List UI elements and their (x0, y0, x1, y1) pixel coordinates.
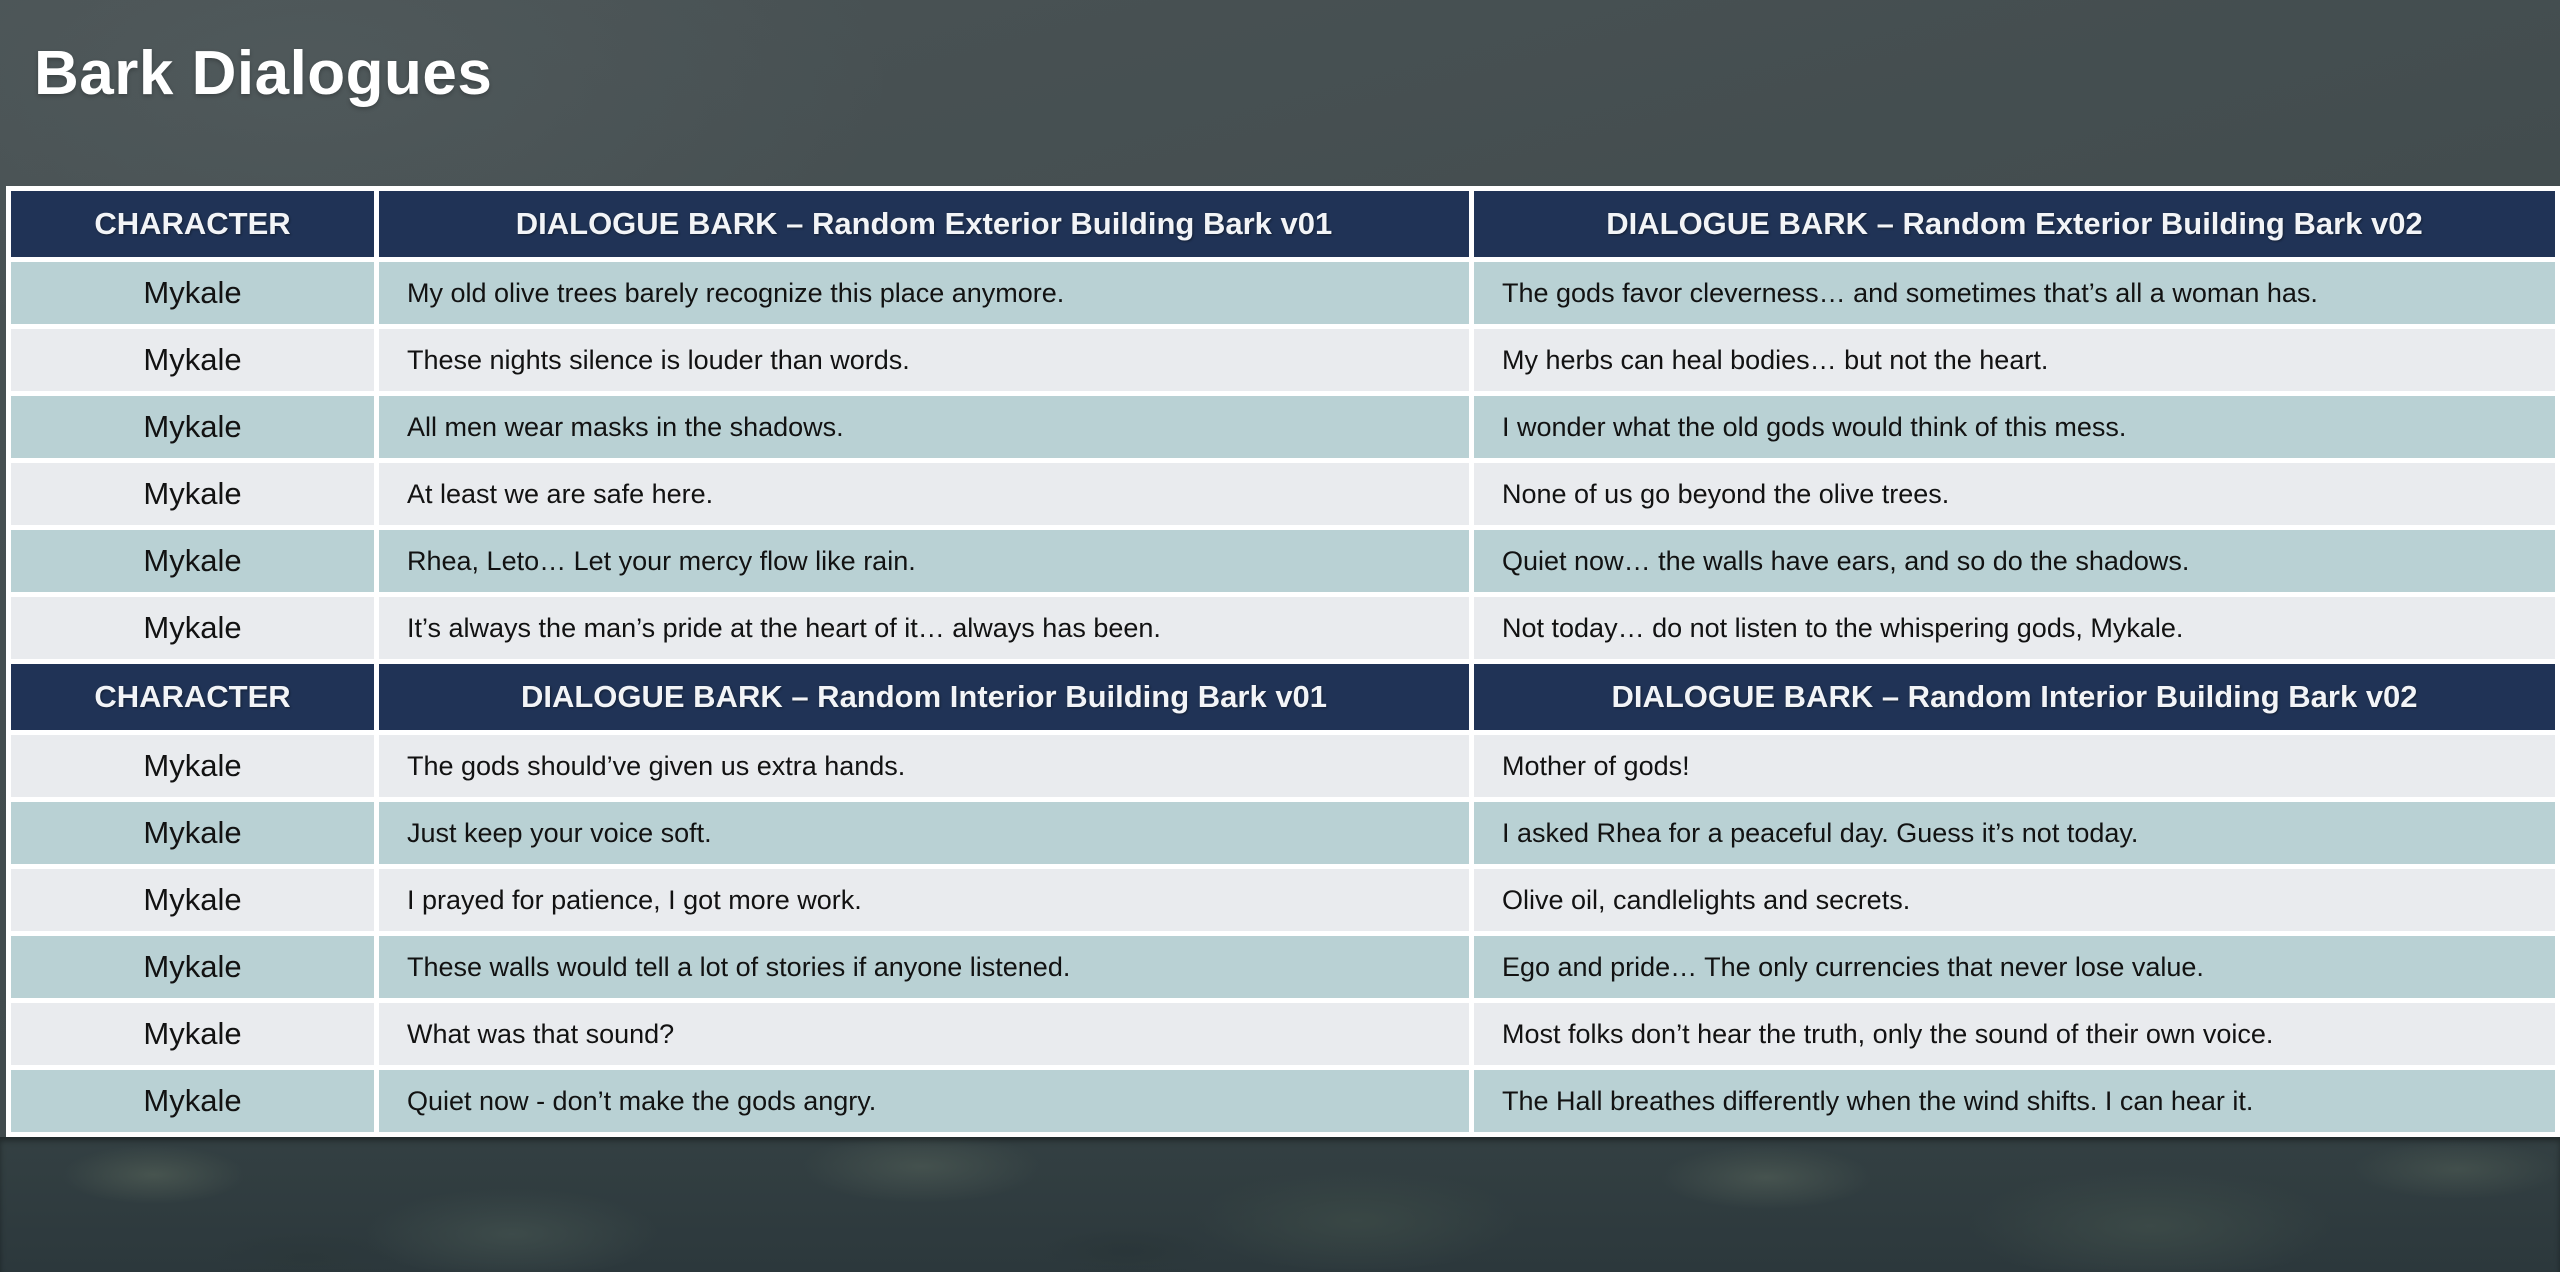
table-row (11, 1003, 2555, 1065)
dialogue-bark-column-header: DIALOGUE BARK – Random Exterior Building Bark v02 (1474, 191, 2555, 257)
character-cell: Mykale (11, 735, 374, 797)
bark-v01-cell: Quiet now - don’t make the gods angry. (379, 1070, 1469, 1132)
rocky-shore-photo (0, 1137, 2560, 1272)
table-row (11, 936, 2555, 998)
page-title: Bark Dialogues (34, 39, 493, 108)
character-cell: Mykale (11, 936, 374, 998)
dialogue-bark-column-header: DIALOGUE BARK – Random Interior Building Bark v02 (1474, 664, 2555, 730)
table-row (11, 869, 2555, 931)
bark-dialogues-table (6, 186, 2560, 1137)
bark-v01-cell: My old olive trees barely recognize this place anymore. (379, 262, 1469, 324)
table-row (11, 463, 2555, 525)
bark-v02-cell: Most folks don’t hear the truth, only the sound of their own voice. (1474, 1003, 2555, 1065)
character-cell: Mykale (11, 329, 374, 391)
bark-v01-cell: I prayed for patience, I got more work. (379, 869, 1469, 931)
bark-v01-cell: At least we are safe here. (379, 463, 1469, 525)
section-header-row (11, 664, 2555, 730)
table-row (11, 530, 2555, 592)
character-cell: Mykale (11, 597, 374, 659)
bark-dialogues-table-body (11, 191, 2555, 1132)
bark-v02-cell: The gods favor cleverness… and sometimes that’s all a woman has. (1474, 262, 2555, 324)
dialogue-bark-column-header: DIALOGUE BARK – Random Interior Building Bark v01 (379, 664, 1469, 730)
bark-v02-cell: Mother of gods! (1474, 735, 2555, 797)
bark-dialogues-table-wrap (6, 186, 2555, 1137)
character-cell: Mykale (11, 869, 374, 931)
bark-v01-cell: It’s always the man’s pride at the heart of it… always has been. (379, 597, 1469, 659)
character-cell: Mykale (11, 396, 374, 458)
table-row (11, 329, 2555, 391)
table-row (11, 1070, 2555, 1132)
character-cell: Mykale (11, 1070, 374, 1132)
character-cell: Mykale (11, 262, 374, 324)
character-cell: Mykale (11, 463, 374, 525)
character-cell: Mykale (11, 802, 374, 864)
bark-v01-cell: These nights silence is louder than words. (379, 329, 1469, 391)
table-row (11, 396, 2555, 458)
bark-v01-cell: These walls would tell a lot of stories if anyone listened. (379, 936, 1469, 998)
bark-v02-cell: None of us go beyond the olive trees. (1474, 463, 2555, 525)
bark-v02-cell: I asked Rhea for a peaceful day. Guess it’s not today. (1474, 802, 2555, 864)
character-cell: Mykale (11, 530, 374, 592)
bark-v01-cell: All men wear masks in the shadows. (379, 396, 1469, 458)
bark-v01-cell: What was that sound? (379, 1003, 1469, 1065)
bark-v02-cell: I wonder what the old gods would think of this mess. (1474, 396, 2555, 458)
bark-v02-cell: Quiet now… the walls have ears, and so do the shadows. (1474, 530, 2555, 592)
table-row (11, 262, 2555, 324)
bark-v02-cell: Ego and pride… The only currencies that never lose value. (1474, 936, 2555, 998)
bark-v02-cell: Not today… do not listen to the whispering gods, Mykale. (1474, 597, 2555, 659)
table-row (11, 802, 2555, 864)
bark-v01-cell: Just keep your voice soft. (379, 802, 1469, 864)
bark-v02-cell: Olive oil, candlelights and secrets. (1474, 869, 2555, 931)
character-column-header: CHARACTER (11, 191, 374, 257)
bark-v01-cell: The gods should’ve given us extra hands. (379, 735, 1469, 797)
dialogue-bark-column-header: DIALOGUE BARK – Random Exterior Building Bark v01 (379, 191, 1469, 257)
character-column-header: CHARACTER (11, 664, 374, 730)
table-row (11, 735, 2555, 797)
bark-v02-cell: The Hall breathes differently when the wind shifts. I can hear it. (1474, 1070, 2555, 1132)
character-cell: Mykale (11, 1003, 374, 1065)
bark-v02-cell: My herbs can heal bodies… but not the heart. (1474, 329, 2555, 391)
table-row (11, 597, 2555, 659)
bark-v01-cell: Rhea, Leto… Let your mercy flow like rain. (379, 530, 1469, 592)
section-header-row (11, 191, 2555, 257)
